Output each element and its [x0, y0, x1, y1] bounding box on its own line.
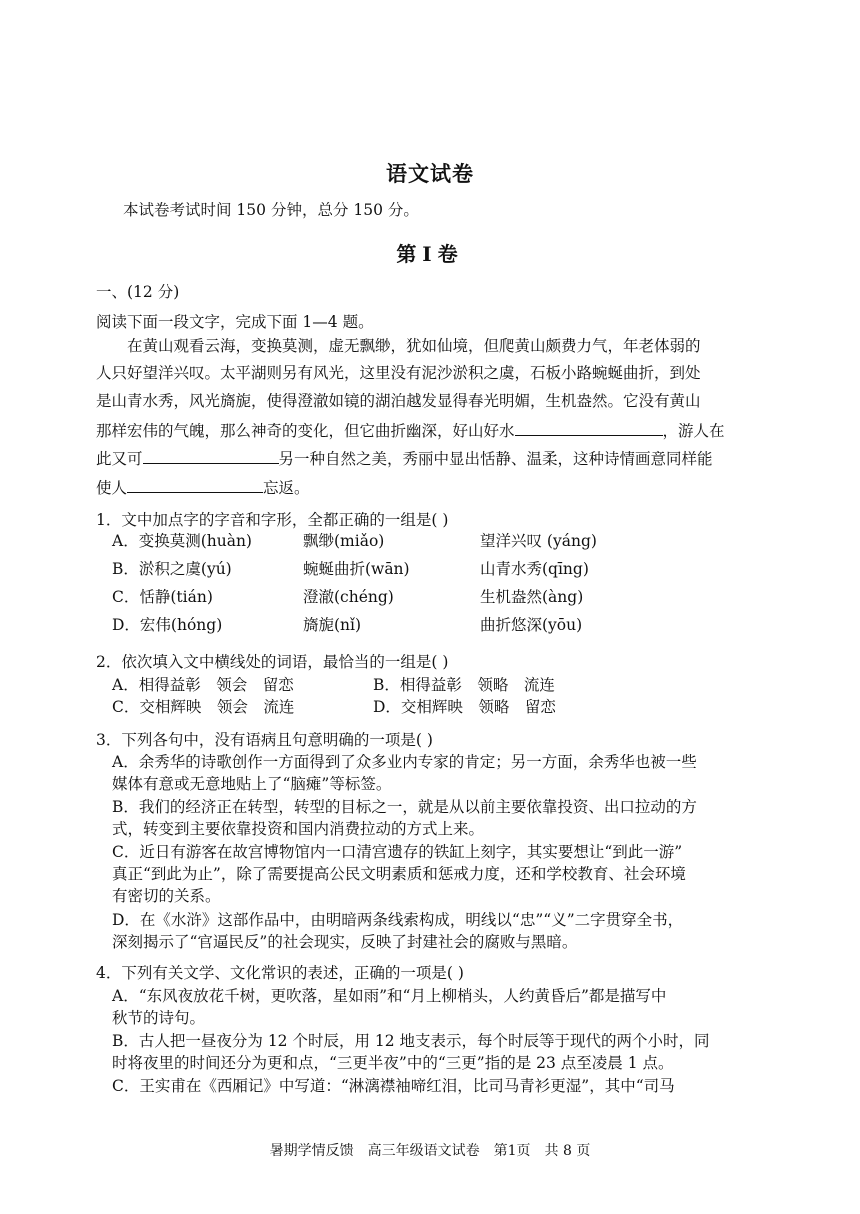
q3-option-c-cont2: 有密切的关系。 [112, 887, 221, 905]
passage-line-4-end: ，游人在 [662, 422, 725, 440]
exam-title: 语文试卷 [386, 161, 474, 186]
section-heading: 一、(12 分) [96, 283, 180, 301]
passage-line-6-start: 使人 [96, 479, 128, 497]
q3-option-c[interactable]: C．近日有游客在故宫博物馆内一口清宫遗存的铁缸上刻字，其实要想让“到此一游” [112, 843, 683, 861]
passage-line-5-start: 此又可 [96, 450, 143, 468]
q1-option-a-2: 飘缈(miǎo) [303, 532, 385, 550]
q4-option-a[interactable]: A．“东风夜放花千树，更吹落，星如雨”和“月上柳梢头，人约黄昏后”都是描写中 [112, 987, 667, 1005]
q1-option-c-1[interactable]: C．恬静(tián) [112, 588, 213, 606]
q1-option-d-1[interactable]: D．宏伟(hóng) [112, 616, 223, 634]
q3-option-d-cont: 深刻揭示了“官逼民反”的社会现实，反映了封建社会的腐败与黑暗。 [112, 933, 578, 951]
passage-line-4 [96, 419, 725, 441]
q4-option-b[interactable]: B．古人把一昼夜分为 12 个时辰，用 12 地支表示，每个时辰等于现代的两个小时，同 [112, 1032, 710, 1050]
section-instruction: 阅读下面一段文字，完成下面 1—4 题。 [96, 313, 374, 331]
question-1-stem: 1．文中加点字的字音和字形，全都正确的一组是( ) [96, 511, 449, 529]
q4-option-b-cont: 时将夜里的时间还分为更和点，“三更半夜”中的“三更”指的是 23 点至凌晨 1 点。 [112, 1054, 674, 1072]
fill-blank-3[interactable] [127, 476, 263, 493]
q3-option-b-cont: 式，转变到主要依靠投资和国内消费拉动的方式上来。 [112, 820, 485, 838]
page-footer: 暑期学情反馈 高三年级语文试卷 第1页 共 8 页 [269, 1143, 591, 1159]
q1-option-a-1[interactable]: A．变换莫测(huàn) [112, 532, 252, 550]
exam-intro: 本试卷考试时间 150 分钟，总分 150 分。 [123, 201, 419, 219]
passage-line-3: 是山青水秀，风光旖旎，使得澄澈如镜的湖泊越发显得春光明媚，生机盎然。它没有黄山 [96, 392, 701, 410]
q3-option-a[interactable]: A．余秀华的诗歌创作一方面得到了众多业内专家的肯定；另一方面，余秀华也被一些 [112, 753, 697, 771]
passage-line-6-end: 忘返。 [263, 479, 310, 497]
passage-line-4-text: 那样宏伟的气魄，那么神奇的变化，但它曲折幽深，好山好水 [96, 422, 515, 440]
question-3-stem: 3．下列各句中，没有语病且句意明确的一项是( ) [96, 731, 433, 749]
q2-option-d[interactable]: D．交相辉映 领略 留恋 [373, 698, 556, 716]
q2-option-c[interactable]: C．交相辉映 领会 流连 [112, 698, 295, 716]
question-4-stem: 4．下列有关文学、文化常识的表述，正确的一项是( ) [96, 964, 464, 982]
fill-blank-2[interactable] [143, 447, 279, 464]
q4-option-a-cont: 秋节的诗句。 [112, 1009, 206, 1027]
q1-option-d-3: 曲折悠深(yōu) [480, 616, 583, 634]
q3-option-d[interactable]: D．在《水浒》这部作品中，由明暗两条线索构成，明线以“忠”“义”二字贯穿全书， [112, 911, 684, 929]
q1-option-b-1[interactable]: B．淤积之虞(yú) [112, 560, 232, 578]
passage-line-5-text: 另一种自然之美，秀丽中显出恬静、温柔，这种诗情画意同样能 [278, 450, 713, 468]
q1-option-a-3: 望洋兴叹 (yáng) [480, 532, 597, 550]
q2-option-b[interactable]: B．相得益彰 领略 流连 [373, 676, 555, 694]
passage-line-6 [96, 476, 310, 498]
q1-option-c-3: 生机盎然(àng) [480, 588, 584, 606]
passage-line-1: 在黄山观看云海，变换莫测，虚无飘缈，犹如仙境，但爬黄山颇费力气，年老体弱的 [127, 337, 701, 355]
q2-option-a[interactable]: A．相得益彰 领会 留恋 [112, 676, 294, 694]
fill-blank-1[interactable] [515, 419, 663, 436]
q1-option-c-2: 澄澈(chéng) [303, 588, 394, 606]
passage-line-2: 人只好望洋兴叹。太平湖则另有风光，这里没有泥沙淤积之虞，石板小路蜿蜒曲折，到处 [96, 364, 701, 382]
q1-option-b-3: 山青水秀(qīng) [480, 560, 589, 578]
q1-option-d-2: 旖旎(nǐ) [303, 616, 362, 634]
q3-option-b[interactable]: B．我们的经济正在转型，转型的目标之一，就是从以前主要依靠投资、出口拉动的方 [112, 798, 697, 816]
volume-heading: 第Ⅰ卷 [396, 242, 464, 266]
q3-option-c-cont1: 真正“到此为止”，除了需要提高公民文明素质和惩戒力度，还和学校教育、社会环境 [112, 865, 686, 883]
q3-option-a-cont: 媒体有意或无意地贴上了“脑瘫”等标签。 [112, 775, 392, 793]
question-2-stem: 2．依次填入文中横线处的词语，最恰当的一组是( ) [96, 653, 449, 671]
q1-option-b-2: 蜿蜒曲折(wān) [303, 560, 410, 578]
passage-line-5 [96, 447, 713, 469]
q4-option-c[interactable]: C．王实甫在《西厢记》中写道：“淋漓襟袖啼红泪，比司马青衫更湿”，其中“司马 [112, 1077, 675, 1095]
